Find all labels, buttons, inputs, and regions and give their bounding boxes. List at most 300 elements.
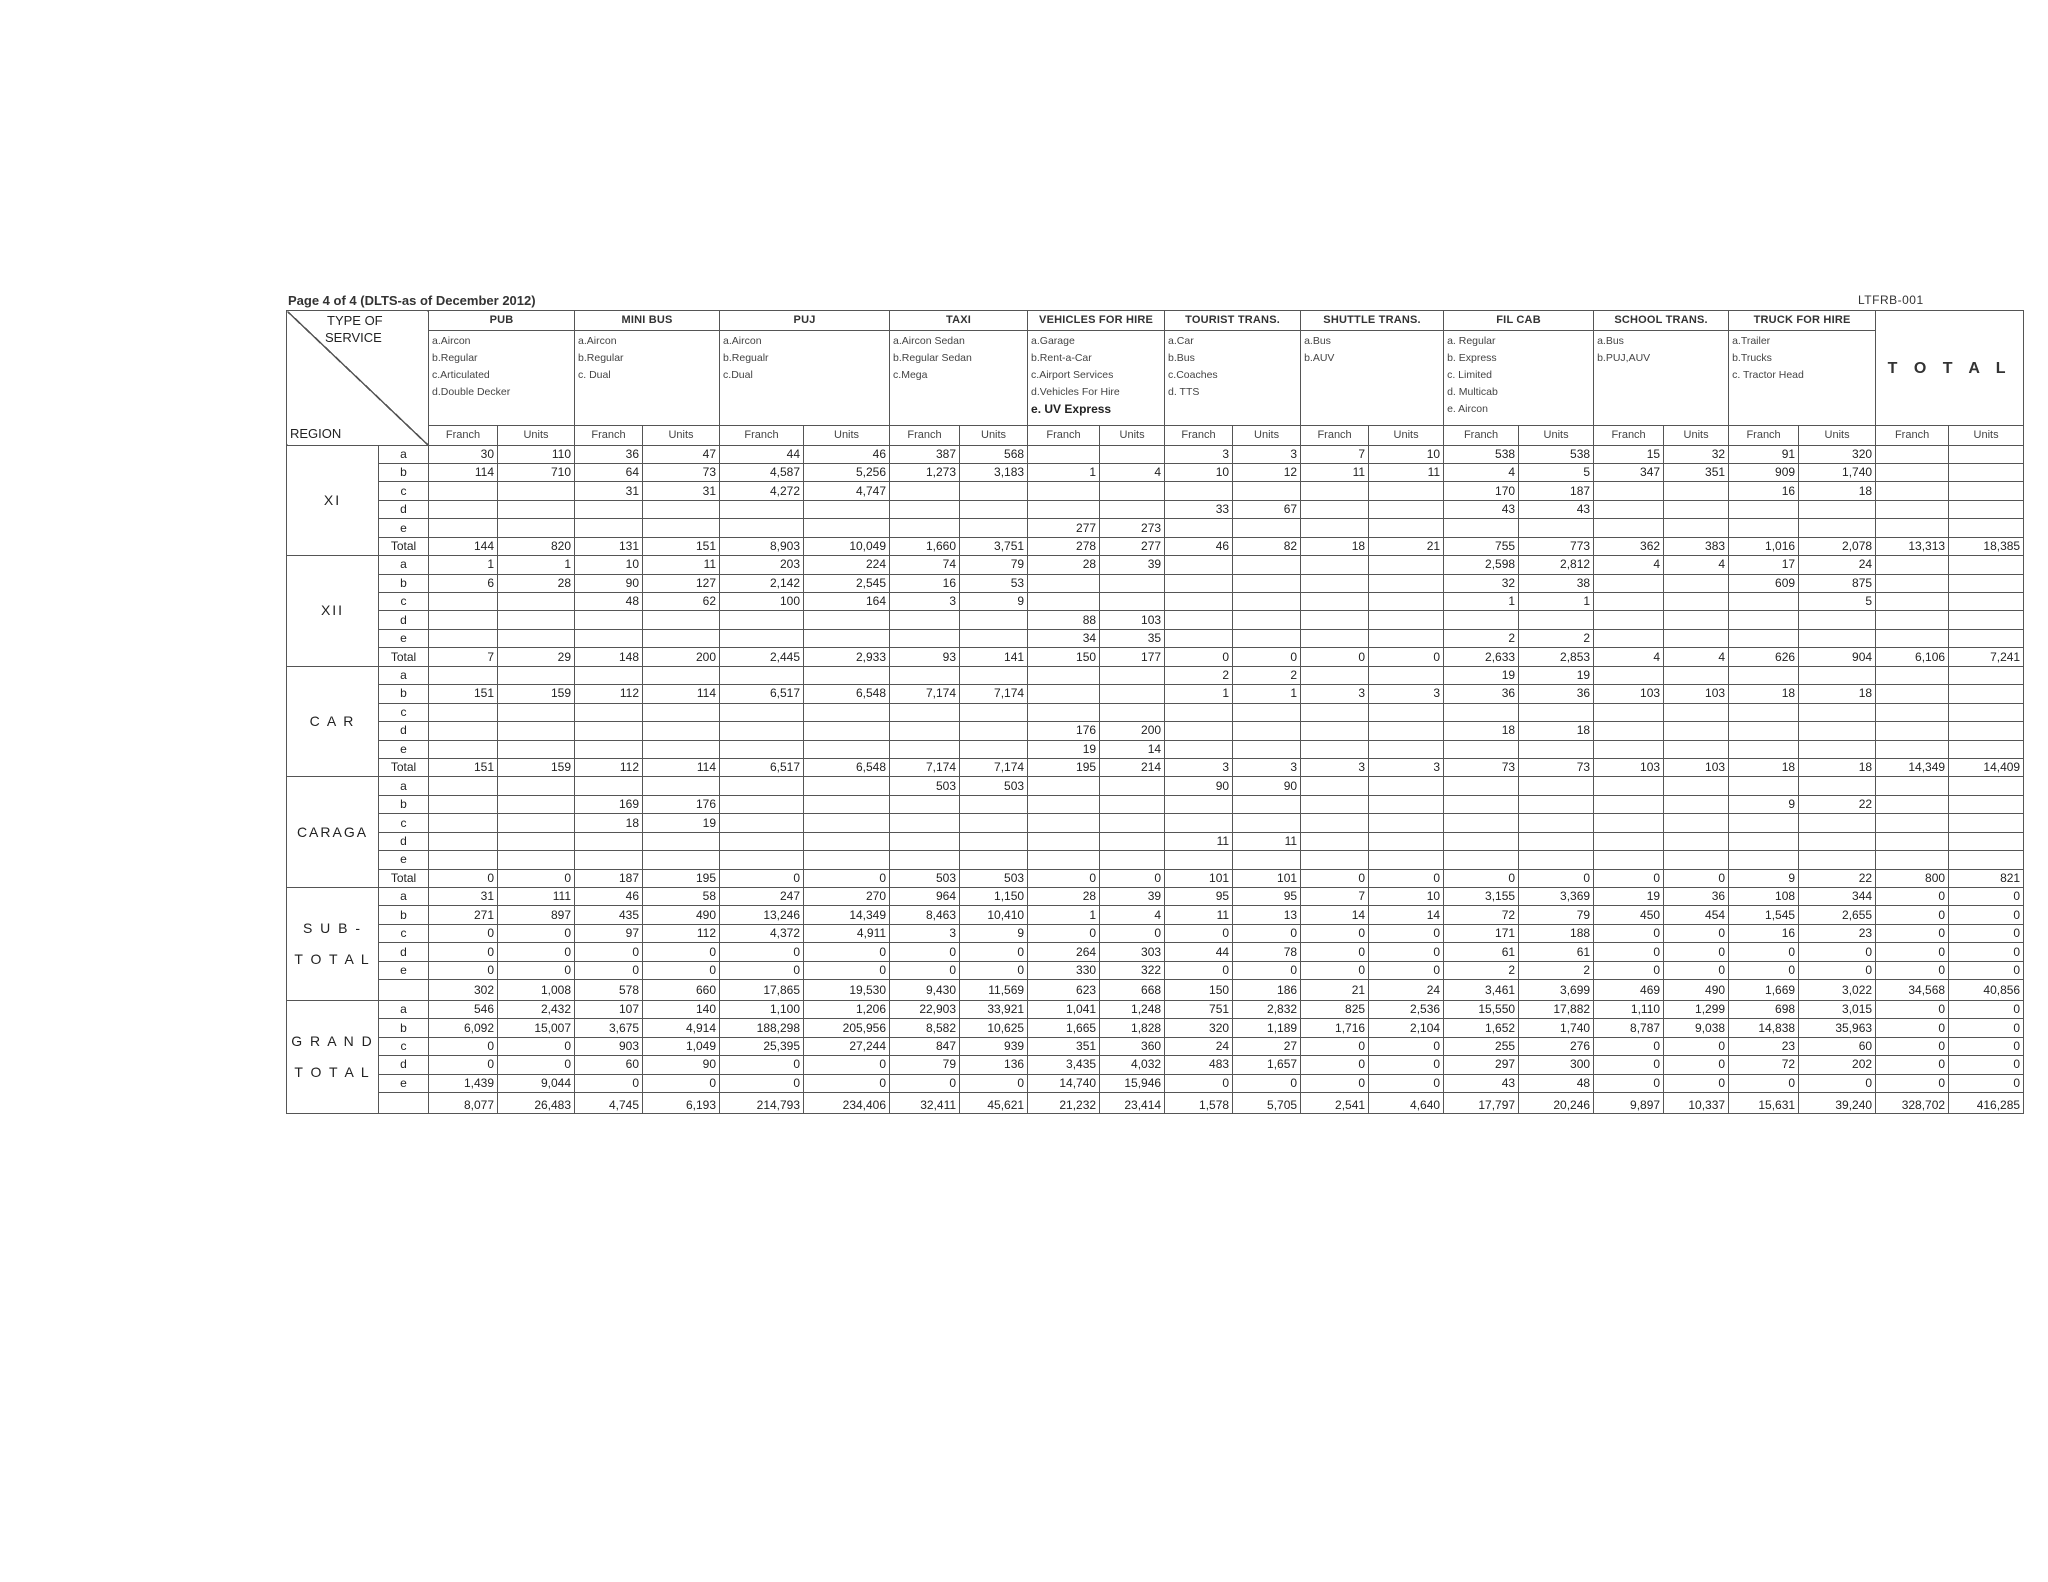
region-label bbox=[287, 445, 379, 556]
table-row bbox=[287, 943, 2024, 961]
col-title-franch: Franch bbox=[1594, 426, 1664, 446]
table-cell: 10,337 bbox=[1664, 1093, 1729, 1114]
table-cell: 127 bbox=[643, 574, 720, 592]
table-cell: 939 bbox=[960, 1037, 1028, 1055]
table-row bbox=[287, 851, 2024, 869]
table-cell: 751 bbox=[1165, 1000, 1233, 1018]
table-cell: 0 bbox=[1949, 1000, 2024, 1018]
table-cell bbox=[643, 832, 720, 850]
table-cell: 9 bbox=[1729, 869, 1799, 887]
table-cell bbox=[1369, 722, 1444, 740]
table-cell bbox=[1301, 814, 1369, 832]
table-cell: 0 bbox=[1301, 943, 1369, 961]
table-cell: 43 bbox=[1519, 500, 1594, 518]
table-cell: 17,797 bbox=[1444, 1093, 1519, 1114]
table-cell bbox=[1799, 519, 1876, 537]
table-cell: 2,432 bbox=[498, 1000, 575, 1018]
table-row bbox=[287, 758, 2024, 776]
table-cell: 4 bbox=[1100, 463, 1165, 481]
table-cell bbox=[1876, 519, 1949, 537]
row-label: d bbox=[379, 500, 429, 518]
table-cell: 15,631 bbox=[1729, 1093, 1799, 1114]
table-cell bbox=[1301, 482, 1369, 500]
table-cell: 0 bbox=[1594, 961, 1664, 979]
table-row bbox=[287, 722, 2024, 740]
table-cell: 0 bbox=[804, 943, 890, 961]
table-cell: 10 bbox=[575, 556, 643, 574]
service-type-item: c. Dual bbox=[578, 368, 611, 381]
table-cell bbox=[960, 722, 1028, 740]
table-row bbox=[287, 1019, 2024, 1037]
table-cell bbox=[1594, 832, 1664, 850]
table-cell: 0 bbox=[1876, 1056, 1949, 1074]
table-cell bbox=[429, 851, 498, 869]
table-cell: 2,633 bbox=[1444, 648, 1519, 666]
table-cell bbox=[1799, 666, 1876, 684]
table-cell bbox=[1664, 851, 1729, 869]
table-cell bbox=[1233, 629, 1301, 647]
table-cell: 710 bbox=[498, 463, 575, 481]
table-cell: 9 bbox=[960, 593, 1028, 611]
table-cell bbox=[1369, 795, 1444, 813]
table-cell: 2 bbox=[1519, 629, 1594, 647]
table-cell: 0 bbox=[1799, 943, 1876, 961]
table-cell: 33,921 bbox=[960, 1000, 1028, 1018]
table-cell: 72 bbox=[1729, 1056, 1799, 1074]
region-label-text: S U B - bbox=[302, 919, 363, 936]
table-cell bbox=[429, 795, 498, 813]
table-cell bbox=[1301, 740, 1369, 758]
row-label: e bbox=[379, 961, 429, 979]
row-label: b bbox=[379, 1019, 429, 1037]
table-cell bbox=[720, 519, 804, 537]
category-header-school-trans: SCHOOL TRANS. bbox=[1594, 311, 1729, 331]
table-cell bbox=[1664, 795, 1729, 813]
table-cell: 1,439 bbox=[429, 1074, 498, 1092]
table-cell bbox=[1876, 629, 1949, 647]
table-cell: 39,240 bbox=[1799, 1093, 1876, 1114]
table-cell: 28 bbox=[498, 574, 575, 592]
table-cell bbox=[960, 666, 1028, 684]
table-cell: 0 bbox=[1165, 1074, 1233, 1092]
table-cell: 1,716 bbox=[1301, 1019, 1369, 1037]
table-cell: 1 bbox=[1028, 463, 1100, 481]
table-cell: 2,536 bbox=[1369, 1000, 1444, 1018]
table-cell bbox=[1876, 832, 1949, 850]
table-cell bbox=[1100, 777, 1165, 795]
table-cell: 93 bbox=[890, 648, 960, 666]
table-cell bbox=[429, 832, 498, 850]
table-cell bbox=[1165, 519, 1233, 537]
table-cell bbox=[960, 519, 1028, 537]
table-cell bbox=[1301, 777, 1369, 795]
table-cell: 48 bbox=[1519, 1074, 1594, 1092]
row-label: Total bbox=[379, 869, 429, 887]
table-cell bbox=[1729, 666, 1799, 684]
table-cell: 18 bbox=[1729, 685, 1799, 703]
table-cell bbox=[890, 482, 960, 500]
table-cell: 0 bbox=[1301, 961, 1369, 979]
table-cell bbox=[1301, 666, 1369, 684]
service-type-item: b.Regular bbox=[432, 351, 478, 364]
table-cell: 36 bbox=[575, 445, 643, 463]
col-title-units: Units bbox=[643, 426, 720, 446]
table-cell bbox=[1799, 629, 1876, 647]
table-cell: 176 bbox=[1028, 722, 1100, 740]
category-types-puj bbox=[720, 330, 890, 425]
col-title-franch: Franch bbox=[429, 426, 498, 446]
category-header-tourist-trans: TOURIST TRANS. bbox=[1165, 311, 1301, 331]
table-cell: 9,430 bbox=[890, 980, 960, 1001]
table-cell bbox=[890, 703, 960, 721]
table-cell bbox=[643, 740, 720, 758]
table-cell: 34,568 bbox=[1876, 980, 1949, 1001]
table-cell bbox=[1949, 722, 2024, 740]
table-cell: 7,174 bbox=[890, 685, 960, 703]
table-cell: 2 bbox=[1444, 961, 1519, 979]
table-cell: 14,349 bbox=[804, 906, 890, 924]
table-cell bbox=[1519, 814, 1594, 832]
table-cell: 6,106 bbox=[1876, 648, 1949, 666]
table-cell bbox=[1444, 795, 1519, 813]
table-row bbox=[287, 537, 2024, 555]
table-cell: 35 bbox=[1100, 629, 1165, 647]
table-cell: 0 bbox=[1233, 648, 1301, 666]
table-cell: 2,812 bbox=[1519, 556, 1594, 574]
table-cell bbox=[1949, 593, 2024, 611]
table-cell: 0 bbox=[720, 869, 804, 887]
service-type-item: a.Trailer bbox=[1732, 334, 1771, 347]
table-cell bbox=[1519, 740, 1594, 758]
table-cell: 0 bbox=[804, 1056, 890, 1074]
table-cell: 277 bbox=[1028, 519, 1100, 537]
category-header-shuttle-trans: SHUTTLE TRANS. bbox=[1301, 311, 1444, 331]
table-cell: 164 bbox=[804, 593, 890, 611]
table-cell: 46 bbox=[1165, 537, 1233, 555]
table-cell: 22 bbox=[1799, 795, 1876, 813]
table-cell: 176 bbox=[643, 795, 720, 813]
table-cell: 0 bbox=[1369, 869, 1444, 887]
table-cell: 297 bbox=[1444, 1056, 1519, 1074]
table-cell: 6,193 bbox=[643, 1093, 720, 1114]
table-row bbox=[287, 648, 2024, 666]
table-row bbox=[287, 980, 2024, 1001]
table-cell bbox=[1799, 500, 1876, 518]
row-label: Total bbox=[379, 648, 429, 666]
table-cell: 90 bbox=[1233, 777, 1301, 795]
table-cell: 1,828 bbox=[1100, 1019, 1165, 1037]
table-cell bbox=[498, 703, 575, 721]
table-cell: 1,189 bbox=[1233, 1019, 1301, 1037]
table-cell: 847 bbox=[890, 1037, 960, 1055]
table-cell bbox=[498, 500, 575, 518]
category-header-truck-for-hire: TRUCK FOR HIRE bbox=[1729, 311, 1876, 331]
table-cell: 538 bbox=[1444, 445, 1519, 463]
table-cell: 4,272 bbox=[720, 482, 804, 500]
table-cell: 7 bbox=[1301, 445, 1369, 463]
table-cell: 114 bbox=[429, 463, 498, 481]
table-cell bbox=[429, 500, 498, 518]
table-cell bbox=[1594, 795, 1664, 813]
table-cell: 351 bbox=[1028, 1037, 1100, 1055]
table-cell: 469 bbox=[1594, 980, 1664, 1001]
table-cell: 144 bbox=[429, 537, 498, 555]
table-cell bbox=[1233, 722, 1301, 740]
row-label: a bbox=[379, 445, 429, 463]
table-cell: 0 bbox=[1301, 1074, 1369, 1092]
table-row bbox=[287, 500, 2024, 518]
table-cell bbox=[1165, 814, 1233, 832]
table-cell bbox=[643, 500, 720, 518]
table-cell bbox=[1949, 519, 2024, 537]
table-cell: 39 bbox=[1100, 888, 1165, 906]
table-cell: 3,022 bbox=[1799, 980, 1876, 1001]
table-cell bbox=[804, 703, 890, 721]
table-cell bbox=[1444, 740, 1519, 758]
table-cell bbox=[1729, 851, 1799, 869]
table-cell: 45,621 bbox=[960, 1093, 1028, 1114]
table-cell bbox=[1949, 500, 2024, 518]
table-row bbox=[287, 574, 2024, 592]
table-cell: 61 bbox=[1444, 943, 1519, 961]
table-cell: 0 bbox=[1028, 869, 1100, 887]
table-cell: 7 bbox=[1301, 888, 1369, 906]
table-cell: 483 bbox=[1165, 1056, 1233, 1074]
table-cell: 131 bbox=[575, 537, 643, 555]
table-cell: 195 bbox=[1028, 758, 1100, 776]
table-row bbox=[287, 463, 2024, 481]
table-cell: 112 bbox=[575, 758, 643, 776]
table-cell bbox=[643, 519, 720, 537]
table-cell bbox=[1301, 795, 1369, 813]
table-cell bbox=[1233, 740, 1301, 758]
table-cell: 3,369 bbox=[1519, 888, 1594, 906]
table-cell bbox=[720, 722, 804, 740]
table-cell bbox=[498, 722, 575, 740]
table-cell bbox=[1028, 593, 1100, 611]
table-cell: 5,705 bbox=[1233, 1093, 1301, 1114]
table-cell: 1,740 bbox=[1519, 1019, 1594, 1037]
table-cell: 3 bbox=[1369, 758, 1444, 776]
table-cell: 351 bbox=[1664, 463, 1729, 481]
row-label: a bbox=[379, 888, 429, 906]
row-label: a bbox=[379, 1000, 429, 1018]
table-cell: 16 bbox=[890, 574, 960, 592]
table-cell: 623 bbox=[1028, 980, 1100, 1001]
table-cell: 773 bbox=[1519, 537, 1594, 555]
table-cell: 0 bbox=[1519, 869, 1594, 887]
row-label: a bbox=[379, 556, 429, 574]
row-label: b bbox=[379, 685, 429, 703]
table-cell: 3,183 bbox=[960, 463, 1028, 481]
table-cell: 0 bbox=[804, 869, 890, 887]
table-cell: 46 bbox=[804, 445, 890, 463]
region-label bbox=[287, 1000, 379, 1113]
table-cell: 13,246 bbox=[720, 906, 804, 924]
table-cell bbox=[804, 611, 890, 629]
table-cell bbox=[960, 703, 1028, 721]
table-cell: 10,625 bbox=[960, 1019, 1028, 1037]
table-cell: 188 bbox=[1519, 924, 1594, 942]
table-cell: 0 bbox=[1949, 1074, 2024, 1092]
table-cell: 10 bbox=[1165, 463, 1233, 481]
table-cell: 34 bbox=[1028, 629, 1100, 647]
table-cell: 0 bbox=[498, 943, 575, 961]
table-cell bbox=[1949, 795, 2024, 813]
table-cell: 95 bbox=[1233, 888, 1301, 906]
table-cell: 6,517 bbox=[720, 758, 804, 776]
table-cell: 2,541 bbox=[1301, 1093, 1369, 1114]
table-cell: 0 bbox=[1100, 869, 1165, 887]
table-cell: 90 bbox=[575, 574, 643, 592]
row-label: b bbox=[379, 574, 429, 592]
table-cell bbox=[1301, 574, 1369, 592]
table-cell: 8,077 bbox=[429, 1093, 498, 1114]
table-cell bbox=[1729, 832, 1799, 850]
col-title-franch: Franch bbox=[1729, 426, 1799, 446]
table-cell bbox=[1729, 593, 1799, 611]
table-cell bbox=[720, 629, 804, 647]
table-row bbox=[287, 593, 2024, 611]
table-cell: 5 bbox=[1799, 593, 1876, 611]
table-cell: 46 bbox=[575, 888, 643, 906]
table-cell: 0 bbox=[1301, 1037, 1369, 1055]
table-cell bbox=[720, 795, 804, 813]
table-cell: 14,740 bbox=[1028, 1074, 1100, 1092]
table-cell bbox=[643, 629, 720, 647]
table-cell: 18 bbox=[1729, 758, 1799, 776]
row-label bbox=[379, 980, 429, 1001]
table-cell: 111 bbox=[498, 888, 575, 906]
table-cell bbox=[1594, 851, 1664, 869]
table-cell: 0 bbox=[1594, 869, 1664, 887]
service-type-item: b.Regular bbox=[578, 351, 624, 364]
table-cell: 416,285 bbox=[1949, 1093, 2024, 1114]
table-cell bbox=[1028, 666, 1100, 684]
table-cell: 0 bbox=[1100, 924, 1165, 942]
table-cell bbox=[1949, 814, 2024, 832]
service-type-item: a.Aircon Sedan bbox=[893, 334, 965, 347]
table-row bbox=[287, 1093, 2024, 1114]
table-cell: 18 bbox=[1519, 722, 1594, 740]
table-cell bbox=[1664, 703, 1729, 721]
table-cell bbox=[1876, 795, 1949, 813]
table-cell: 9,038 bbox=[1664, 1019, 1729, 1037]
category-types-taxi bbox=[890, 330, 1028, 425]
table-cell: 1 bbox=[1519, 593, 1594, 611]
table-row bbox=[287, 482, 2024, 500]
table-cell: 187 bbox=[575, 869, 643, 887]
table-cell bbox=[429, 482, 498, 500]
table-cell: 100 bbox=[720, 593, 804, 611]
table-cell: 18 bbox=[1799, 758, 1876, 776]
table-cell: 0 bbox=[1876, 961, 1949, 979]
table-cell: 1,206 bbox=[804, 1000, 890, 1018]
table-cell: 4 bbox=[1594, 556, 1664, 574]
table-cell: 101 bbox=[1233, 869, 1301, 887]
table-cell bbox=[1729, 722, 1799, 740]
table-cell: 30 bbox=[429, 445, 498, 463]
table-cell bbox=[1876, 463, 1949, 481]
table-cell: 112 bbox=[643, 924, 720, 942]
table-cell: 136 bbox=[960, 1056, 1028, 1074]
table-cell bbox=[498, 519, 575, 537]
table-cell: 11 bbox=[1165, 832, 1233, 850]
table-cell: 203 bbox=[720, 556, 804, 574]
table-cell: 8,903 bbox=[720, 537, 804, 555]
category-header-vehicles-for-hire: VEHICLES FOR HIRE bbox=[1028, 311, 1165, 331]
table-cell: 1 bbox=[498, 556, 575, 574]
table-cell: 18 bbox=[1301, 537, 1369, 555]
table-cell: 200 bbox=[643, 648, 720, 666]
table-cell: 0 bbox=[1369, 943, 1444, 961]
table-cell: 1,100 bbox=[720, 1000, 804, 1018]
table-cell bbox=[1949, 574, 2024, 592]
table-cell bbox=[1729, 703, 1799, 721]
table-cell: 0 bbox=[1594, 924, 1664, 942]
table-row bbox=[287, 519, 2024, 537]
table-row bbox=[287, 740, 2024, 758]
table-cell: 1,049 bbox=[643, 1037, 720, 1055]
table-cell: 0 bbox=[1369, 1037, 1444, 1055]
table-cell: 0 bbox=[1949, 906, 2024, 924]
table-cell: 568 bbox=[960, 445, 1028, 463]
table-cell bbox=[1519, 519, 1594, 537]
table-cell bbox=[1594, 777, 1664, 795]
table-cell: 11 bbox=[1233, 832, 1301, 850]
table-cell bbox=[429, 593, 498, 611]
row-label: d bbox=[379, 611, 429, 629]
table-cell: 151 bbox=[429, 685, 498, 703]
table-cell: 0 bbox=[890, 1074, 960, 1092]
table-cell: 276 bbox=[1519, 1037, 1594, 1055]
table-cell: 490 bbox=[643, 906, 720, 924]
table-cell: 2 bbox=[1233, 666, 1301, 684]
row-label: e bbox=[379, 519, 429, 537]
table-cell: 62 bbox=[643, 593, 720, 611]
row-label: c bbox=[379, 1037, 429, 1055]
table-cell: 14 bbox=[1100, 740, 1165, 758]
table-cell bbox=[575, 777, 643, 795]
table-cell bbox=[1799, 703, 1876, 721]
table-cell: 6,092 bbox=[429, 1019, 498, 1037]
table-cell: 150 bbox=[1165, 980, 1233, 1001]
row-label: d bbox=[379, 1056, 429, 1074]
category-types-truck-for-hire bbox=[1729, 330, 1876, 425]
table-cell: 16 bbox=[1729, 482, 1799, 500]
table-cell: 490 bbox=[1664, 980, 1729, 1001]
table-cell bbox=[1664, 500, 1729, 518]
table-cell: 78 bbox=[1233, 943, 1301, 961]
service-type-item: b.Bus bbox=[1168, 351, 1195, 364]
table-cell: 668 bbox=[1100, 980, 1165, 1001]
table-cell: 3,015 bbox=[1799, 1000, 1876, 1018]
table-cell: 0 bbox=[1369, 648, 1444, 666]
table-cell bbox=[1519, 832, 1594, 850]
table-cell: 60 bbox=[575, 1056, 643, 1074]
table-cell bbox=[1369, 629, 1444, 647]
row-label: e bbox=[379, 629, 429, 647]
table-cell: 0 bbox=[1301, 648, 1369, 666]
table-cell: 18 bbox=[1799, 482, 1876, 500]
table-cell: 26,483 bbox=[498, 1093, 575, 1114]
table-cell bbox=[1949, 777, 2024, 795]
table-cell: 4,640 bbox=[1369, 1093, 1444, 1114]
table-cell: 90 bbox=[1165, 777, 1233, 795]
table-cell: 0 bbox=[575, 943, 643, 961]
table-cell bbox=[429, 519, 498, 537]
table-cell: 10 bbox=[1369, 888, 1444, 906]
